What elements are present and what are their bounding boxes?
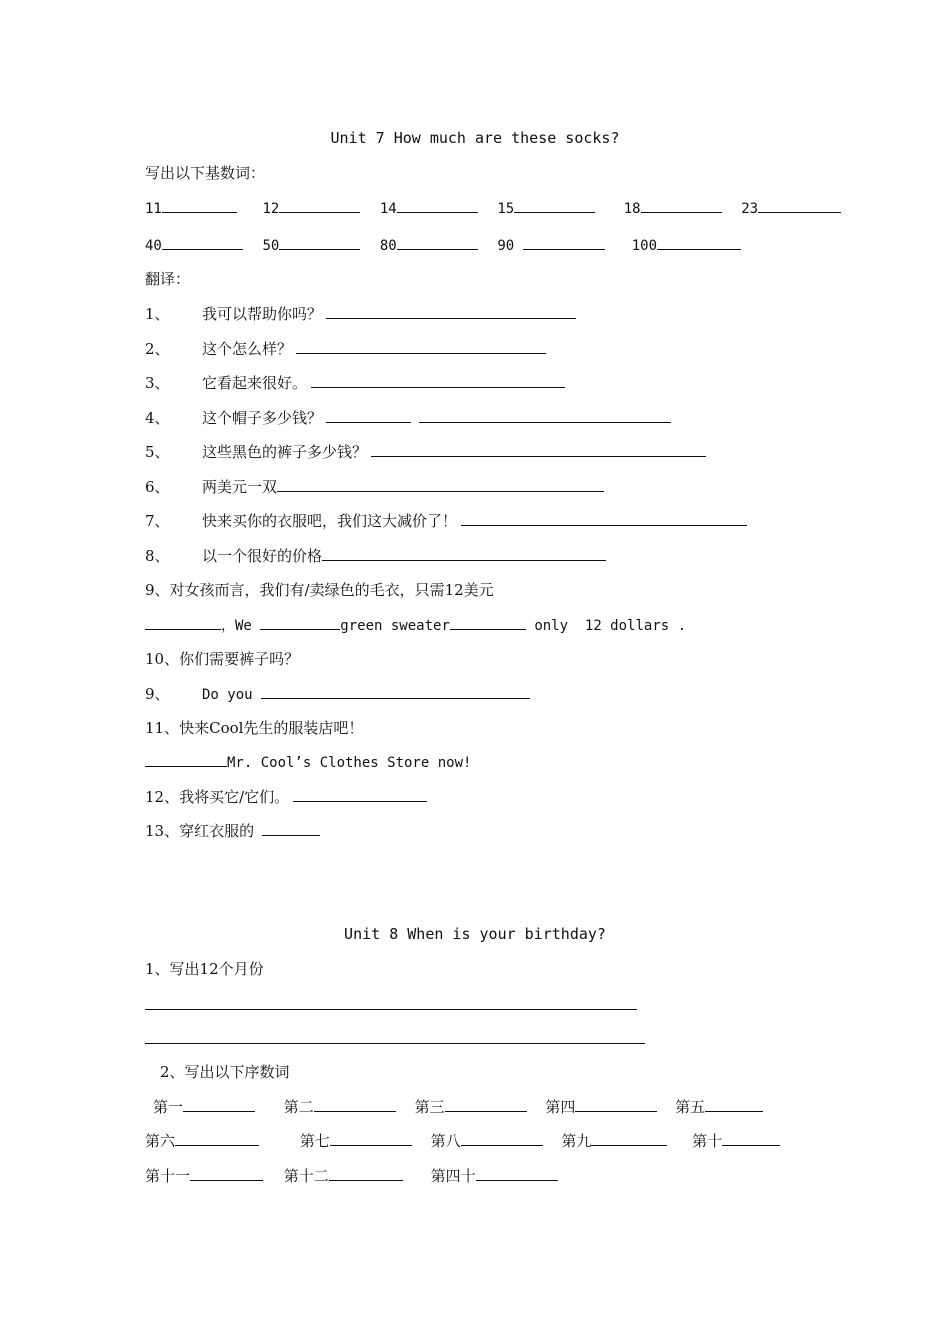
answer-blank[interactable] xyxy=(461,511,747,526)
blank[interactable] xyxy=(514,198,595,213)
question-11: 11、快来Cool先生的服装店吧！ xyxy=(145,719,364,737)
answer-blank[interactable] xyxy=(145,752,227,767)
blank[interactable] xyxy=(476,1166,558,1181)
answer-blank[interactable] xyxy=(296,339,546,354)
answer-blank[interactable] xyxy=(145,615,221,630)
translate-label: 翻译： xyxy=(145,270,191,288)
unit7-title: Unit 7 How much are these socks? xyxy=(330,129,620,147)
answer-blank[interactable] xyxy=(277,477,604,492)
cardinal-item: 100 xyxy=(632,235,741,256)
answer-blank[interactable] xyxy=(326,304,576,319)
cardinal-row-1 xyxy=(145,198,841,219)
ordinal-item: 第六 xyxy=(145,1131,295,1151)
blank[interactable] xyxy=(329,1166,403,1181)
blank[interactable] xyxy=(279,235,360,250)
cardinal-item: 23 xyxy=(741,198,841,219)
cardinal-item: 80 xyxy=(380,235,489,256)
cardinal-item: 14 xyxy=(380,198,489,219)
ordinal-item: 第四十 xyxy=(431,1166,558,1186)
cardinal-item: 11 xyxy=(145,198,254,219)
translate-item-3: 3、 它看起来很好。 xyxy=(145,373,565,393)
ordinal-item: 第十二 xyxy=(284,1166,426,1186)
cardinal-row-2 xyxy=(145,235,741,256)
ordinal-item: 第七 xyxy=(300,1131,426,1151)
ordinal-item: 第二 xyxy=(284,1097,410,1117)
answer-blank[interactable] xyxy=(419,408,671,423)
translate-item-5: 5、 这些黑色的裤子多少钱？ xyxy=(145,442,706,462)
answer-blank[interactable] xyxy=(326,408,411,423)
ordinal-prompt: 2、写出以下序数词 xyxy=(160,1063,290,1081)
cardinal-item: 50 xyxy=(262,235,371,256)
blank[interactable] xyxy=(162,198,237,213)
blank[interactable] xyxy=(162,235,243,250)
blank[interactable] xyxy=(279,198,360,213)
blank[interactable] xyxy=(641,198,722,213)
ordinal-row-2 xyxy=(145,1131,780,1151)
ordinal-item: 第十一 xyxy=(145,1166,279,1186)
blank[interactable] xyxy=(397,198,478,213)
blank[interactable] xyxy=(397,235,478,250)
translate-item-7: 7、 快来买你的衣服吧，我们这大减价了！ xyxy=(145,511,747,531)
ordinal-item: 第十 xyxy=(692,1131,780,1151)
answer-blank[interactable] xyxy=(322,546,606,561)
cardinal-item: 15 xyxy=(497,198,615,219)
blank[interactable] xyxy=(190,1166,263,1181)
blank[interactable] xyxy=(175,1131,259,1146)
question-11-answer: Mr. Cool’s Clothes Store now! xyxy=(145,752,471,773)
months-answer-line-2[interactable] xyxy=(145,1043,645,1044)
blank[interactable] xyxy=(314,1097,396,1112)
unit8-title: Unit 8 When is your birthday? xyxy=(344,925,606,943)
question-13: 13、穿红衣服的 xyxy=(145,821,320,841)
blank[interactable] xyxy=(330,1131,412,1146)
answer-blank[interactable] xyxy=(261,684,530,699)
ordinal-row-3 xyxy=(145,1166,558,1186)
ordinal-item: 第九 xyxy=(561,1131,687,1151)
cardinal-prompt: 写出以下基数词： xyxy=(145,164,266,182)
question-10-answer: 9、 Do you xyxy=(145,684,530,705)
months-prompt: 1、写出12个月份 xyxy=(145,960,264,978)
question-10: 10、你们需要裤子吗？ xyxy=(145,650,300,668)
ordinal-item: 第四 xyxy=(545,1097,670,1117)
translate-item-6: 6、 两美元一双 xyxy=(145,477,604,497)
answer-blank[interactable] xyxy=(262,821,320,836)
translate-item-4: 4、 这个帽子多少钱？ xyxy=(145,408,671,428)
blank[interactable] xyxy=(758,198,841,213)
cardinal-item: 18 xyxy=(624,198,733,219)
blank[interactable] xyxy=(575,1097,657,1112)
answer-blank[interactable] xyxy=(293,787,427,802)
question-12: 12、我将买它/它们。 xyxy=(145,787,427,807)
translate-item-2: 2、 这个怎么样？ xyxy=(145,339,546,359)
answer-blank[interactable] xyxy=(450,615,526,630)
cardinal-item: 90 xyxy=(497,235,623,256)
months-answer-line-1[interactable] xyxy=(145,1009,637,1010)
ordinal-item: 第三 xyxy=(415,1097,541,1117)
ordinal-item: 第八 xyxy=(431,1131,557,1151)
ordinal-item: 第一 xyxy=(153,1097,279,1117)
blank[interactable] xyxy=(591,1131,667,1146)
translate-item-8: 8、 以一个很好的价格 xyxy=(145,546,606,566)
blank[interactable] xyxy=(445,1097,527,1112)
cardinal-item: 40 xyxy=(145,235,254,256)
blank[interactable] xyxy=(183,1097,255,1112)
blank[interactable] xyxy=(523,235,605,250)
ordinal-row-1 xyxy=(153,1097,763,1117)
ordinal-item: 第五 xyxy=(675,1097,763,1117)
question-9: 9、对女孩而言，我们有/卖绿色的毛衣，只需12美元 xyxy=(145,581,494,599)
answer-blank[interactable] xyxy=(260,615,340,630)
translate-item-1: 1、 我可以帮助你吗？ xyxy=(145,304,576,324)
answer-blank[interactable] xyxy=(371,442,706,457)
blank[interactable] xyxy=(722,1131,780,1146)
cardinal-item: 12 xyxy=(262,198,371,219)
answer-blank[interactable] xyxy=(311,373,565,388)
blank[interactable] xyxy=(705,1097,763,1112)
question-9-answer: ，We green sweater only 12 dollars . xyxy=(145,615,686,636)
blank[interactable] xyxy=(461,1131,543,1146)
blank[interactable] xyxy=(657,235,741,250)
